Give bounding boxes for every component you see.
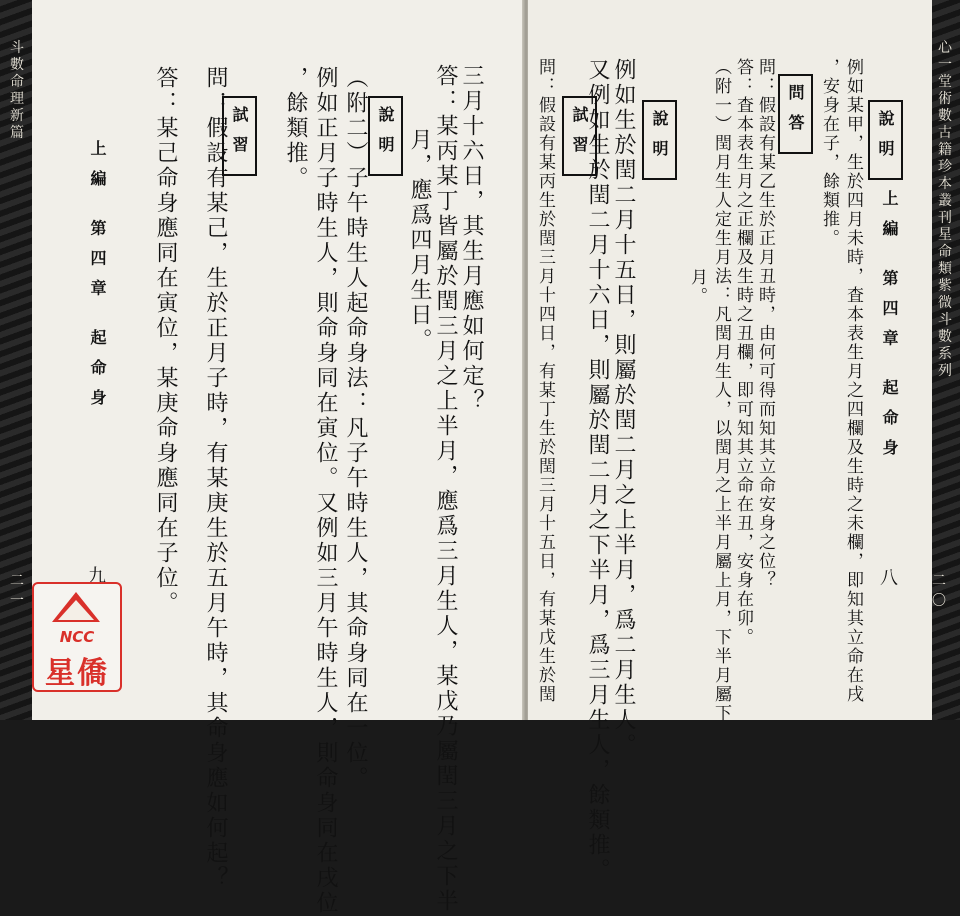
right-page-edge <box>932 0 960 720</box>
text-column: 答：某己命身應同在寅位，某庚命身應同在子位。 <box>153 66 178 616</box>
page-number: 九 <box>88 566 106 587</box>
text-column: 例如生於閏二月十五日，則屬於閏二月之上半月，爲二月生人。 <box>611 58 636 758</box>
spine-page-right: 二〇 <box>932 573 946 609</box>
text-column: 三月十六日，其生月應如何定？ <box>459 64 484 414</box>
text-column: 月，應爲四月生日。 <box>407 128 432 353</box>
spine-title-left: 斗數命理新篇 <box>10 40 24 141</box>
text-column: 例如某甲，生於四月未時，査本表生月之四欄及生時之未欄，即知其立命在戌 <box>843 58 863 704</box>
spine-title-right: 心一堂術數古籍珍本叢刊 星命類 紫微斗數系列 <box>938 40 952 379</box>
text-column: 例如正月子時生人，則命身同在寅位。又例如三月午時生人，則命身同在戌位 <box>313 66 338 916</box>
text-column: （附二）子午時生人起命身法：凡子午時生人，其命身同在一位。 <box>343 66 368 791</box>
right-page <box>528 0 932 883</box>
text-column: 又例如生於閏二月十六日，則屬於閏二月之下半月，爲三月生人，餘類推。 <box>585 58 610 883</box>
text-column: 問：假設有某己，生於正月子時，有某庚生於五月午時，其命身應如何起？ <box>203 66 228 891</box>
text-column: 問：假設有某乙生於正月丑時，由何可得而知其立命安身之位？ <box>755 58 775 590</box>
watermark-latin: NCC <box>59 628 95 646</box>
page-header: 上編 第四章 起命身 <box>88 140 107 420</box>
section-box-label: 說明 <box>868 100 903 180</box>
text-column: （附一）閏月生人定生月法：凡閏月生人，以閏月之上半月屬上月，下半月屬下 <box>711 58 731 723</box>
text-column: 答：某丙某丁皆屬於閏三月之上半月，應爲三月生人，某戊乃屬閏三月之下半 <box>433 64 458 914</box>
page-header: 上編 第四章 起命身 <box>880 190 899 470</box>
text-column: ，餘類推。 <box>283 66 308 191</box>
section-box-label: 說明 <box>642 100 677 180</box>
text-column: ，安身在子，餘類推。 <box>819 58 839 248</box>
watermark-logo <box>32 582 122 692</box>
page-number: 八 <box>880 568 898 589</box>
watermark-chinese: 星僑 <box>45 656 109 691</box>
left-page-edge <box>0 0 32 720</box>
text-column: 問：假設有某丙生於閏三月十四日，有某丁生於閏三月十五日，有某戊生於閏 <box>535 58 555 704</box>
text-column: 答：査本表生月之正欄及生時之丑欄，即可知其立命在丑，安身在卯。 <box>733 58 753 647</box>
section-box-label: 說明 <box>368 96 403 176</box>
section-box-label: 問答 <box>778 74 813 154</box>
section-box-label: 試習 <box>222 96 257 176</box>
spine-page-left: 二一 <box>10 573 24 609</box>
section-box-label: 試習 <box>562 96 597 176</box>
text-column: 月。 <box>687 268 707 306</box>
